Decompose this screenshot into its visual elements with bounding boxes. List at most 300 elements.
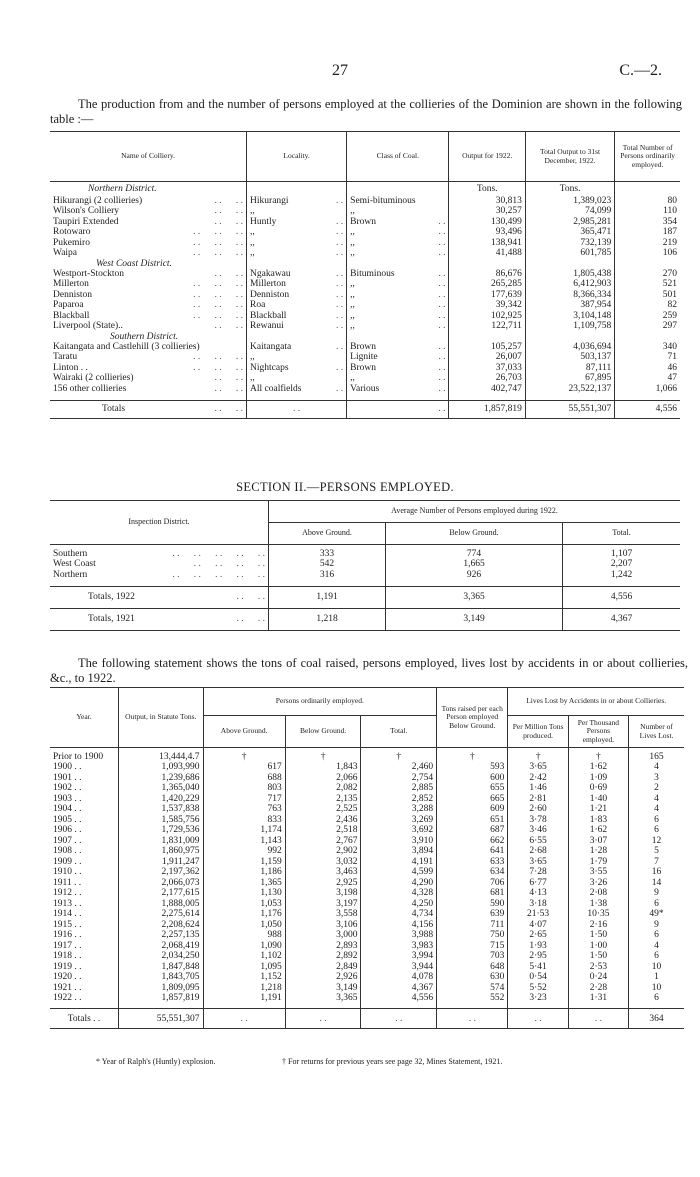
- output-1922: 402,747: [449, 384, 525, 395]
- locality-text: Rewanui: [250, 321, 284, 332]
- tons-per-person: 703: [437, 951, 508, 962]
- coal-class-text: Lignite: [350, 352, 378, 363]
- totals-per-million: . .: [508, 1009, 568, 1029]
- output-tons: 2,177,615: [119, 888, 203, 899]
- year: 1914 . .: [50, 909, 119, 920]
- persons-total: 4,078: [361, 972, 437, 983]
- output-tons: 1,093,990: [119, 762, 203, 773]
- totals-text: Totals, 1922: [88, 592, 135, 602]
- totals-output: 1,857,819: [449, 400, 525, 418]
- per-thousand: 10·35: [568, 909, 628, 920]
- tons-per-person: 662: [437, 836, 508, 847]
- per-million: 3·46: [508, 825, 568, 836]
- output-tons: 13,444,4.7: [119, 748, 203, 763]
- per-million: 7·28: [508, 867, 568, 878]
- totals-below: 3,365: [386, 586, 563, 608]
- locality-text: Millerton: [250, 279, 286, 290]
- table-row: [50, 321, 680, 332]
- leader-dots: . .: [438, 289, 446, 300]
- output-tons: 2,066,073: [119, 878, 203, 889]
- coal-class: [347, 269, 449, 280]
- colliery-name-text: Kaitangata and Castlehill (3 collieries): [53, 341, 200, 352]
- output-1922: 41,488: [449, 248, 525, 259]
- output-tons: 1,831,009: [119, 836, 203, 847]
- per-thousand: 1·50: [568, 930, 628, 941]
- per-thousand: 1·50: [568, 951, 628, 962]
- total-output: 67,895: [525, 373, 614, 384]
- above-ground: 717: [203, 794, 285, 805]
- coal-class-text: ,,: [350, 300, 355, 311]
- leader-dots: . . . . . .: [193, 279, 244, 290]
- output-tons: 2,208,624: [119, 920, 203, 931]
- persons-employed: 82: [667, 300, 677, 311]
- lives-lost: 1: [654, 972, 659, 983]
- output-tons: 1,809,095: [119, 983, 203, 994]
- coal-class-text: ,,: [350, 237, 355, 248]
- tons-per-person: 641: [437, 846, 508, 857]
- table-row: [50, 279, 680, 290]
- persons-total: 4,156: [361, 920, 437, 931]
- leader-dots: . .: [247, 400, 347, 418]
- totals-total: 4,556: [610, 592, 633, 602]
- leader-dots: . . . .: [214, 404, 244, 414]
- totals-persons: 4,556: [655, 404, 677, 414]
- above-ground: 803: [203, 783, 285, 794]
- locality: [247, 238, 347, 249]
- lives-lost: 3: [654, 772, 659, 783]
- table-row: [50, 384, 680, 395]
- colliery-name-text: Taratu: [53, 352, 78, 363]
- coal-class: [347, 217, 449, 228]
- locality-text: Roa: [250, 300, 266, 311]
- colliery-name-text: Denniston: [53, 289, 93, 300]
- coal-class: [347, 373, 449, 384]
- output-tons: 1,857,819: [119, 993, 203, 1004]
- below-ground: 2,893: [285, 941, 361, 952]
- totals-tons-per-person: . .: [437, 1009, 508, 1029]
- per-thousand: 3·26: [568, 878, 628, 889]
- per-million: 2·81: [508, 794, 568, 805]
- leader-dots: . .: [438, 383, 446, 394]
- locality: [247, 384, 347, 395]
- col-below-ground: Below Ground.: [386, 523, 563, 545]
- tons-per-person: 633: [437, 857, 508, 868]
- table-row: [50, 899, 684, 910]
- total: 2,207: [610, 559, 633, 570]
- per-thousand: 3·55: [568, 867, 628, 878]
- totals-above: 1,191: [269, 586, 386, 608]
- persons-total: 4,367: [361, 983, 437, 994]
- table-row: [50, 836, 684, 847]
- colliery-name: [50, 384, 247, 395]
- total-output: 1,109,758: [525, 321, 614, 332]
- district-label: Southern District.: [110, 331, 179, 342]
- below-ground: 2,925: [285, 878, 361, 889]
- persons-total: 3,983: [361, 941, 437, 952]
- output-1922: 102,925: [449, 311, 525, 322]
- per-thousand: 1·38: [568, 899, 628, 910]
- below-ground: 2,436: [285, 815, 361, 826]
- coal-class-text: Semi-bituminous: [350, 195, 416, 206]
- above-ground: 316: [269, 570, 386, 581]
- lives-lost: 10: [651, 982, 662, 993]
- colliery-name: [50, 321, 247, 332]
- locality: [247, 227, 347, 238]
- year: 1911 . .: [50, 878, 119, 889]
- above-ground: 763: [203, 804, 285, 815]
- per-thousand: 1·28: [568, 846, 628, 857]
- output-tons: 2,034,250: [119, 951, 203, 962]
- totals-total-output: 55,551,307: [525, 400, 614, 418]
- lives-lost: 4: [654, 940, 659, 951]
- persons-total: 4,734: [361, 909, 437, 920]
- locality: [247, 290, 347, 301]
- table-row: [50, 342, 680, 353]
- year: Prior to 1900: [50, 748, 119, 763]
- table-row: [50, 888, 684, 899]
- persons-total: 4,556: [361, 993, 437, 1004]
- table-row: [50, 783, 684, 794]
- persons-total: 3,944: [361, 962, 437, 973]
- total: 1,107: [610, 549, 633, 559]
- district-name: [50, 545, 269, 560]
- col-inspection-district: Inspection District.: [50, 501, 269, 545]
- annual-statistics-table: [50, 687, 684, 1029]
- per-thousand: 2·28: [568, 983, 628, 994]
- total-output: 601,785: [525, 248, 614, 259]
- colliery-name: [50, 311, 247, 322]
- above-ground: 542: [269, 559, 386, 570]
- persons-total: 3,692: [361, 825, 437, 836]
- year: 1901 . .: [50, 773, 119, 784]
- locality-text: Huntly: [250, 216, 277, 227]
- leader-dots: . .: [336, 300, 344, 311]
- colliery-name-text: Taupiri Extended: [53, 216, 119, 227]
- per-million: 3·65: [508, 857, 568, 868]
- lives-lost: 6: [654, 930, 659, 941]
- above-ground: 833: [203, 815, 285, 826]
- persons-employed: 297: [662, 321, 677, 332]
- col-output: Output for 1922.: [449, 132, 525, 182]
- output-tons: 1,239,686: [119, 773, 203, 784]
- year: 1906 . .: [50, 825, 119, 836]
- persons-employed: 270: [662, 268, 677, 279]
- output-tons: 2,257,135: [119, 930, 203, 941]
- year: 1919 . .: [50, 962, 119, 973]
- table-row: [50, 993, 684, 1004]
- below-ground: 2,525: [285, 804, 361, 815]
- total-output: 2,985,281: [525, 217, 614, 228]
- year: 1922 . .: [50, 993, 119, 1004]
- per-million: 2·60: [508, 804, 568, 815]
- table-row: [50, 941, 684, 952]
- tons-per-person: 630: [437, 972, 508, 983]
- col-average-group: Average Number of Persons employed during 1922.: [269, 501, 681, 523]
- locality: [247, 269, 347, 280]
- lives-lost: 6: [654, 898, 659, 909]
- colliery-name-text: Waipa: [53, 248, 78, 259]
- colliery-name: [50, 248, 247, 259]
- totals-output-tons: 55,551,307: [119, 1009, 203, 1029]
- table-row: [50, 794, 684, 805]
- below-ground: 2,892: [285, 951, 361, 962]
- leader-dots: . .: [336, 310, 344, 321]
- output-1922: 26,703: [449, 373, 525, 384]
- per-thousand: 1·31: [568, 993, 628, 1004]
- coal-class-text: ,,: [350, 248, 355, 259]
- total-output: 732,139: [525, 238, 614, 249]
- leader-dots: . .: [336, 227, 344, 238]
- per-million: 4·07: [508, 920, 568, 931]
- per-thousand: 1·00: [568, 941, 628, 952]
- leader-dots: . . . .: [214, 206, 244, 217]
- tons-per-person: 655: [437, 783, 508, 794]
- per-thousand: 2·16: [568, 920, 628, 931]
- section-title: SECTION II.—PERSONS EMPLOYED.: [236, 480, 454, 494]
- year: 1909 . .: [50, 857, 119, 868]
- above-ground: 1,053: [203, 899, 285, 910]
- leader-dots: . .: [438, 310, 446, 321]
- tons-per-person: 711: [437, 920, 508, 931]
- below-ground: †: [285, 748, 361, 763]
- table-row: [50, 972, 684, 983]
- table-row: [50, 363, 680, 374]
- tons-per-person: 552: [437, 993, 508, 1004]
- output-tons: 1,911,247: [119, 857, 203, 868]
- table-row: [50, 227, 680, 238]
- coal-class: [347, 311, 449, 322]
- above-ground: 1,050: [203, 920, 285, 931]
- table-row: [50, 269, 680, 280]
- lives-lost: 9: [654, 888, 659, 899]
- coal-class: [347, 342, 449, 353]
- per-million: †: [508, 748, 568, 763]
- totals-above-ground: . .: [203, 1009, 285, 1029]
- above-ground: 1,095: [203, 962, 285, 973]
- per-thousand: 2·53: [568, 962, 628, 973]
- year: 1921 . .: [50, 983, 119, 994]
- table-row: [50, 559, 680, 570]
- per-thousand: 1·83: [568, 815, 628, 826]
- coal-class: [347, 352, 449, 363]
- colliery-name: [50, 238, 247, 249]
- col-total-output: Total Output to 31st December, 1922.: [525, 132, 614, 182]
- above-ground: 1,218: [203, 983, 285, 994]
- per-million: 3·78: [508, 815, 568, 826]
- coal-class: [347, 279, 449, 290]
- colliery-name-text: Liverpool (State)..: [53, 321, 123, 332]
- leader-dots: . .: [438, 321, 446, 332]
- above-ground: 688: [203, 773, 285, 784]
- below-ground: 3,000: [285, 930, 361, 941]
- per-million: 21·53: [508, 909, 568, 920]
- colliery-name-text: Millerton: [53, 279, 89, 290]
- output-1922: 177,639: [449, 290, 525, 301]
- per-million: 6·55: [508, 836, 568, 847]
- colliery-name: [50, 363, 247, 374]
- leader-dots: . .: [336, 248, 344, 259]
- coal-class-text: ,,: [350, 373, 355, 384]
- tons-per-person: 681: [437, 888, 508, 899]
- lives-lost: 49*: [649, 909, 664, 920]
- output-tons: 1,537,838: [119, 804, 203, 815]
- persons-total: 4,599: [361, 867, 437, 878]
- col-total: Total.: [612, 528, 631, 538]
- above-ground: 333: [269, 545, 386, 560]
- colliery-name: [50, 373, 247, 384]
- leader-dots: . .: [336, 362, 344, 373]
- colliery-name: [50, 217, 247, 228]
- below-ground: 3,198: [285, 888, 361, 899]
- leader-dots: . . . . . .: [193, 248, 244, 259]
- persons-employed: 521: [662, 279, 677, 290]
- leader-dots: . .: [336, 383, 344, 394]
- total: 1,242: [610, 569, 633, 580]
- per-million: 3·23: [508, 993, 568, 1004]
- persons-employed: 47: [667, 373, 677, 384]
- locality-text: Nightcaps: [250, 362, 289, 373]
- persons-employed-table: [50, 500, 680, 631]
- tons-per-person: 574: [437, 983, 508, 994]
- per-thousand: 1·62: [568, 825, 628, 836]
- tons-per-person: 639: [437, 909, 508, 920]
- below-ground: 1,665: [386, 559, 563, 570]
- district-northern: Northern District.: [50, 182, 247, 196]
- persons-employed: 110: [663, 206, 677, 217]
- total-output: 6,412,903: [525, 279, 614, 290]
- totals-below: 3,149: [386, 608, 563, 630]
- tons-per-person: 590: [437, 899, 508, 910]
- district-west-coast: [50, 259, 247, 269]
- leader-dots: . .: [438, 248, 446, 259]
- colliery-name-text: Wilson's Colliery: [53, 206, 119, 217]
- year: 1908 . .: [50, 846, 119, 857]
- output-tons: 1,420,229: [119, 794, 203, 805]
- per-million: 6·77: [508, 878, 568, 889]
- lives-lost: 6: [654, 825, 659, 836]
- locality-text: ,,: [250, 227, 255, 238]
- below-ground: 3,463: [285, 867, 361, 878]
- per-million: 2·95: [508, 951, 568, 962]
- below-ground: 3,149: [285, 983, 361, 994]
- table-row: [50, 867, 684, 878]
- output-1922: 138,941: [449, 238, 525, 249]
- output-tons: 1,888,005: [119, 899, 203, 910]
- unit-output: Tons.: [449, 182, 525, 196]
- persons-employed: 219: [662, 237, 677, 248]
- above-ground: 1,176: [203, 909, 285, 920]
- table-row: [50, 773, 684, 784]
- below-ground: 926: [386, 570, 563, 581]
- per-million: 5·52: [508, 983, 568, 994]
- per-million: 2·68: [508, 846, 568, 857]
- table-row: [50, 846, 684, 857]
- persons-total: 2,754: [361, 773, 437, 784]
- lives-lost: 7: [654, 856, 659, 867]
- per-million: 1·93: [508, 941, 568, 952]
- table-row: [50, 815, 684, 826]
- colliery-name: [50, 279, 247, 290]
- col-lives-number: Number of Lives Lost.: [639, 722, 674, 740]
- colliery-name: [50, 290, 247, 301]
- leader-dots: . . . .: [214, 195, 244, 206]
- year: 1920 . .: [50, 972, 119, 983]
- year: 1900 . .: [50, 762, 119, 773]
- leader-dots: . . . .: [214, 383, 244, 394]
- above-ground: 1,365: [203, 878, 285, 889]
- persons-total: 2,460: [361, 762, 437, 773]
- year: 1918 . .: [50, 951, 119, 962]
- tons-per-person: 593: [437, 762, 508, 773]
- per-thousand: 0·24: [568, 972, 628, 983]
- output-1922: 26,007: [449, 352, 525, 363]
- leader-dots: . . . . . .: [193, 310, 244, 321]
- tons-per-person: 651: [437, 815, 508, 826]
- tons-per-person: 687: [437, 825, 508, 836]
- persons-total: 3,994: [361, 951, 437, 962]
- col-tons-per-person: Tons raised per each Person employed Below Ground.: [437, 688, 508, 748]
- totals-text: Totals: [102, 404, 126, 414]
- above-ground: 1,174: [203, 825, 285, 836]
- colliery-name: [50, 196, 247, 207]
- leader-dots: . .: [438, 352, 446, 363]
- persons-employed: 259: [662, 310, 677, 321]
- lives-lost: 4: [654, 793, 659, 804]
- per-million: 2·42: [508, 773, 568, 784]
- table-row: [50, 217, 680, 228]
- above-ground: 1,159: [203, 857, 285, 868]
- district-text: West Coast: [53, 559, 96, 570]
- coal-class-text: ,,: [350, 289, 355, 300]
- table-row: [50, 570, 680, 581]
- below-ground: 3,106: [285, 920, 361, 931]
- locality-text: ,,: [250, 248, 255, 259]
- table-row: [50, 951, 684, 962]
- totals-row: [50, 586, 680, 608]
- totals-row: [50, 1009, 684, 1029]
- leader-dots: . .: [438, 237, 446, 248]
- col-persons-group: Persons ordinarily employed.: [203, 688, 437, 716]
- totals-label: [50, 400, 247, 418]
- leader-dots: . . . .: [236, 592, 265, 602]
- district-text: Southern: [53, 549, 88, 559]
- total-output: 4,036,694: [525, 342, 614, 353]
- persons-total: 3,910: [361, 836, 437, 847]
- table-row: [50, 920, 684, 931]
- table-row: [50, 825, 684, 836]
- above-ground: 1,186: [203, 867, 285, 878]
- locality-text: ,,: [250, 237, 255, 248]
- year: 1905 . .: [50, 815, 119, 826]
- below-ground: 2,518: [285, 825, 361, 836]
- output-tons: 2,068,419: [119, 941, 203, 952]
- locality: [247, 248, 347, 259]
- per-million: 3·65: [508, 762, 568, 773]
- lives-lost: 6: [654, 814, 659, 825]
- total-output: 365,471: [525, 227, 614, 238]
- totals-label: [50, 608, 269, 630]
- col-year: Year.: [50, 688, 119, 748]
- table-row: [50, 300, 680, 311]
- table-row: [50, 909, 684, 920]
- totals-row: [50, 608, 680, 630]
- per-thousand: 1·62: [568, 762, 628, 773]
- per-thousand: 1·79: [568, 857, 628, 868]
- coal-class: [347, 363, 449, 374]
- colliery-name-text: Linton . .: [53, 362, 88, 373]
- table-row: [50, 206, 680, 217]
- colliery-name: [50, 227, 247, 238]
